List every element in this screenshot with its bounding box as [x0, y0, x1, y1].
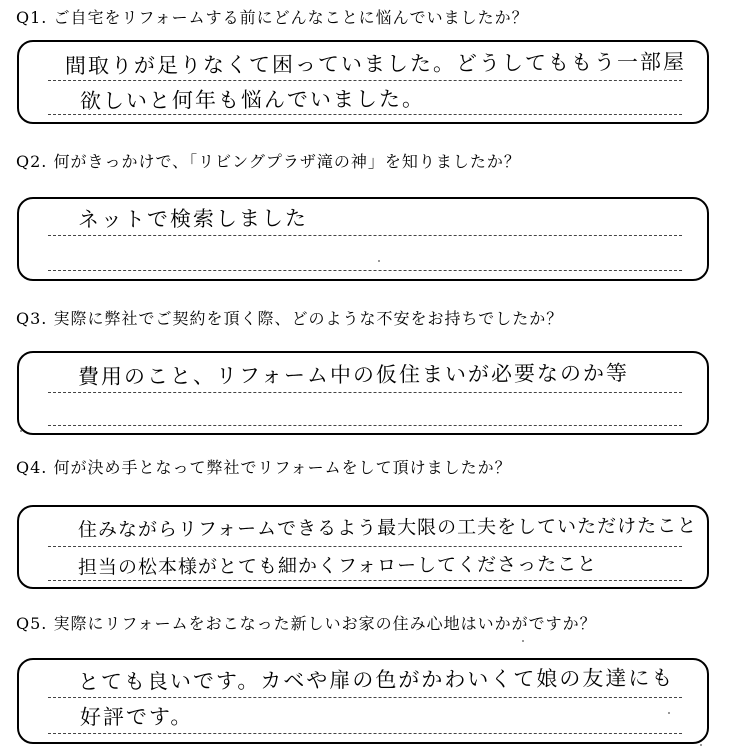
question-5: Q5. 実際にリフォームをおこなった新しいお家の住み心地はいかがですか？ — [16, 614, 597, 633]
answer-line — [48, 733, 682, 734]
answer-line — [48, 80, 682, 81]
answer-1-line-2: 欲しいと何年も悩んでいました。 — [79, 86, 426, 114]
question-2: Q2. 何がきっかけで、「リビングプラザ滝の神」を知りましたか？ — [16, 152, 521, 171]
answer-5-line-2: 好評です。 — [79, 704, 194, 730]
scan-speck — [700, 744, 702, 746]
answer-line — [48, 425, 682, 426]
scan-speck — [522, 640, 524, 642]
answer-2-line-1: ネットで検索しました — [77, 206, 309, 232]
answer-line — [48, 697, 682, 698]
answer-4-line-1: 住みながらリフォームできるよう最大限の工夫をしていただけたこと — [77, 514, 698, 542]
answer-3-line-1: 費用のこと、リフォーム中の仮住まいが必要なのか等 — [77, 361, 630, 389]
answer-line — [48, 270, 682, 271]
answer-1-line-1: 間取りが足りなくて困っていました。どうしてももう一部屋 — [64, 49, 687, 79]
answer-line — [48, 235, 682, 236]
scan-speck — [20, 430, 22, 432]
answer-4-line-2: 担当の松本様がとても細かくフォローしてくださったこと — [77, 553, 598, 579]
answer-line — [48, 546, 682, 547]
answer-5-line-1: とても良いです。カベや扉の色がかわいくて娘の友達にも — [77, 665, 675, 695]
scan-speck — [378, 260, 380, 262]
question-1: Q1. ご自宅をリフォームする前にどんなことに悩んでいましたか？ — [16, 8, 529, 27]
answer-line — [48, 392, 682, 393]
scan-speck — [668, 712, 670, 714]
question-3: Q3. 実際に弊社でご契約を頂く際、どのような不安をお持ちでしたか？ — [16, 309, 564, 328]
question-4: Q4. 何が決め手となって弊社でリフォームをして頂けましたか？ — [16, 458, 512, 477]
